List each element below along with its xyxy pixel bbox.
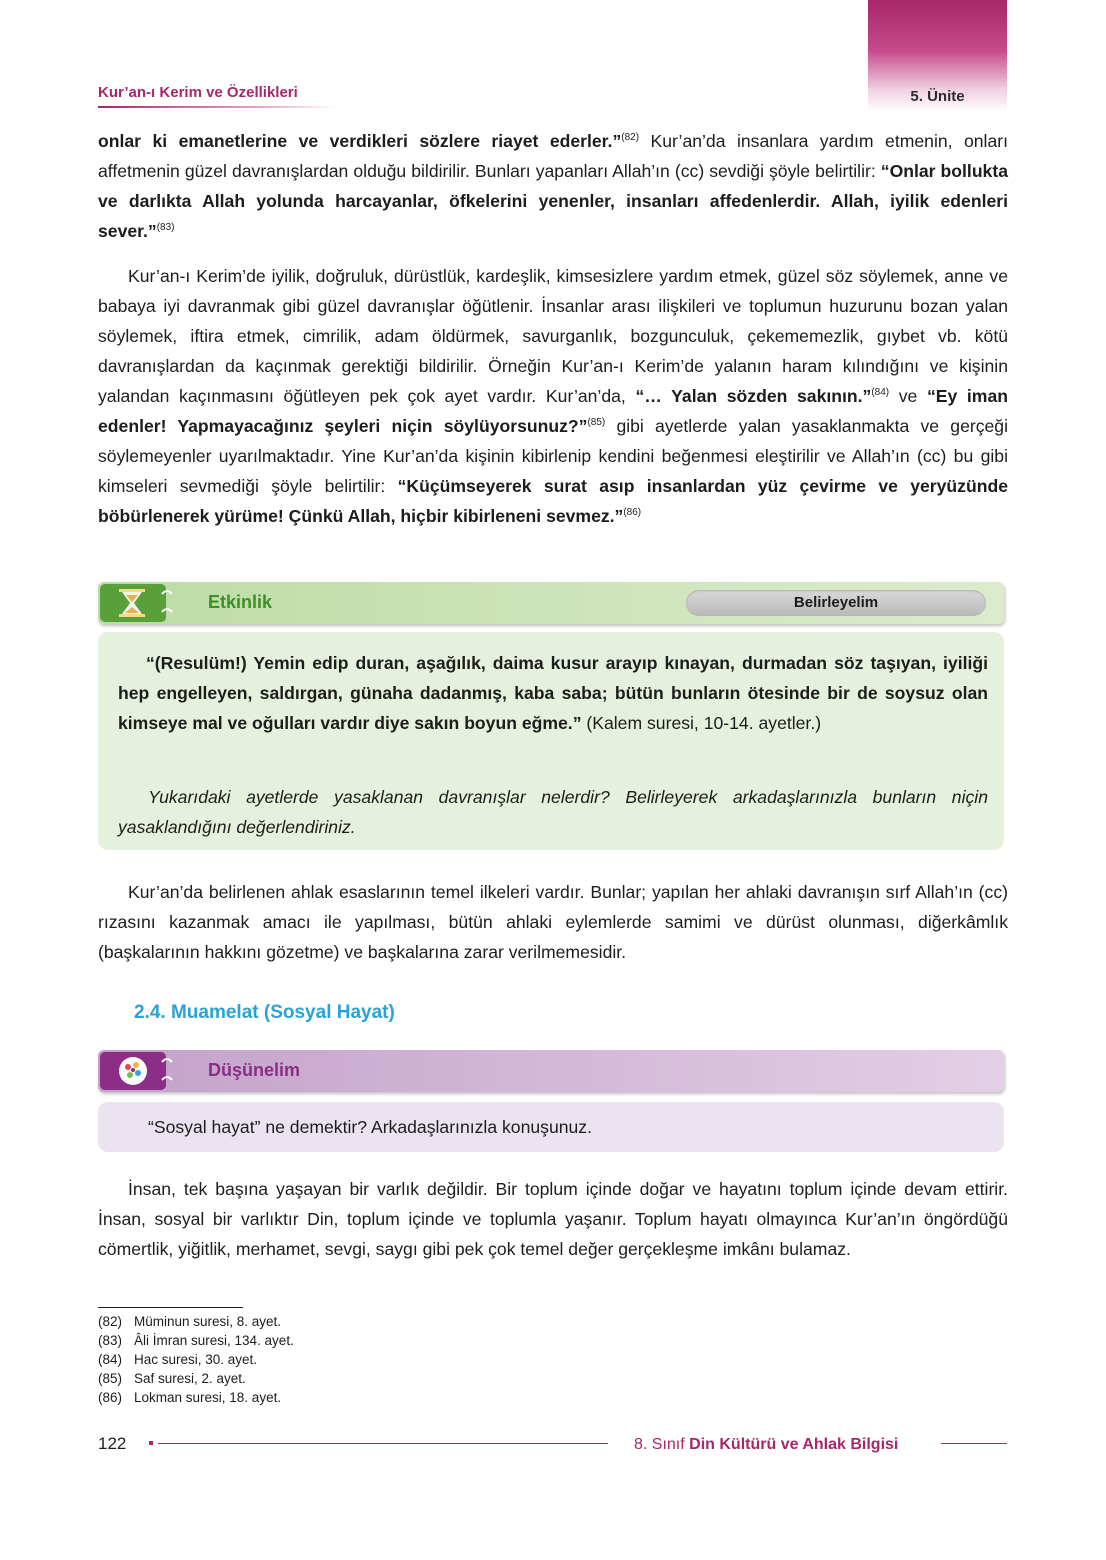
body-text: Kur’an’da insanlara yardım etmenin, onları affetmenin güzel davranışlardan olduğu bildirilir. Bunları yapanları Allah’ın (cc) sevdiği şöyle belirtilir: [98,131,1008,181]
footnote-ref: (83) [156,222,175,234]
quote-text: “Küçümseyerek surat asıp insanlardan yüz çevirme ve yeryüzünde böbürlenerek yürüme! Çünkü Allah, hiçbir kibirleneni sevmez.” [98,476,1008,526]
subheading: 2.4. Muamelat (Sosyal Hayat) [134,1002,395,1023]
quote-text: “Ey iman edenler! Yapmayacağınız şeyleri niçin söylüyorsunuz?” [98,386,1008,436]
footnote-divider [98,1307,243,1308]
footer-subject: Din Kültürü ve Ahlak Bilgisi [689,1436,899,1453]
body-text: ve [889,386,927,406]
footnote-ref: (86) [623,507,642,519]
quote-text: onlar ki emanetlerine ve verdikleri sözlere riayet ederler.” [98,131,622,151]
footnote-text: Âli İmran suresi, 134. ayet. [134,1333,294,1348]
footnote-ref: (85) [587,417,606,429]
activity-title: Etkinlik [208,592,273,612]
body-text: gibi ayetlerde yalan yasaklanmakta ve gerçeği söylemeyenler uyarılmaktadır. Yine Kur’an’da kişinin kibirlenip kendini beğenmesi eleştirilir ve Allah’ın (cc) bu gibi kimseleri sevmediği şöyle belirtilir: [98,416,1008,496]
footnote-item [98,1351,257,1369]
reflect-icon-box [100,1052,166,1090]
footnote-item [98,1332,294,1350]
footer-book-title [634,1436,898,1454]
footer-dot [149,1441,153,1445]
paragraph-1 [98,126,1008,246]
quote-text: “(Resulüm!) Yemin edip duran, aşağılık, daima kusur arayıp kınayan, durmadan söz taşıyan, iyiliği hep engelleyen, saldırgan, günaha dadanmış, kaba saba; bütün bunların ötesinde bir de soysuz olan kimseye mal ve oğulları vardır diye sakın boyun eğme.” [118,653,988,733]
activity-tag: Belirleyelim [686,590,986,616]
activity-icon-box [100,584,166,622]
footnote-item [98,1370,246,1388]
footnote-number: (84) [98,1352,123,1367]
footnote-item [98,1389,281,1407]
footnote-ref: (84) [871,387,890,399]
footnote-number: (86) [98,1390,123,1405]
footnote-number: (83) [98,1333,123,1348]
body-text: Kur’an-ı Kerim’de iyilik, doğruluk, dürüstlük, kardeşlik, kimsesizlere yardım etmek, güzel söz söylemek, anne ve babaya iyi davranmak gibi güzel davranışlar öğütlenir. İnsanlar arası ilişkileri ve toplumun huzurunu bozan yalan söylemek, iftira etmek, cimrilik, adam öldürmek, savurganlık, bozgunculuk, çekememezlik, gıybet vb. kötü davranışlardan da kaçınmak gerektiği bildirilir. Örneğin Kur’an-ı Kerim’de yalanın haram kılındığını ve kişinin yalandan kaçınmasını öğütleyen pek çok ayet vardır. Kur’an’da, [98,266,1008,406]
unit-label: 5. Ünite [910,88,965,105]
paragraph-4: İnsan, tek başına yaşayan bir varlık değildir. Bir toplum içinde doğar ve hayatını toplum içinde devam ettirir. İnsan, sosyal bir varlıktır Din, toplum içinde ve toplumla yaşanır. Toplum hayatı olmayınca Kur’an’ın öngördüğü cömertlik, yiğitlik, merhamet, sevgi, saygı gibi pek çok temel değer gerçekleşme imkânı bulamaz. [98,1179,1008,1259]
footer-grade: 8. Sınıf [634,1436,685,1453]
footer-rule-left [158,1443,608,1444]
footnote-item [98,1313,281,1331]
binder-rings-icon [160,586,174,620]
activity-question: Yukarıdaki ayetlerde yasaklanan davranışlar nelerdir? Belirleyerek arkadaşlarınızla bunların niçin yasaklandığını değerlendiriniz. [118,787,988,837]
quote-text: “Onlar bollukta ve darlıkta Allah yolunda harcayanlar, öfkelerini yenenler, insanları affedenlerdir. Allah, iyilik edenleri sever.” [98,161,1008,241]
hourglass-icon [100,584,166,622]
binder-rings-icon [160,1054,174,1088]
quote-reference: (Kalem suresi, 10-14. ayetler.) [581,713,822,733]
footnote-text: Hac suresi, 30. ayet. [134,1352,258,1367]
quote-text: “… Yalan sözden sakının.” [635,386,872,406]
activity-quote [118,648,988,738]
paragraph-3: Kur’an’da belirlenen ahlak esaslarının temel ilkeleri vardır. Bunlar; yapılan her ahlaki davranışın sırf Allah’ın (cc) rızasını kazanmak amacı ile yapılması, bütün ahlaki eylemlerde samimi ve dürüst olunması, diğerkâmlık (başkalarının hakkını gözetme) ve başkalarına zarar verilmemesidir. [98,882,1008,962]
reflect-prompt: “Sosyal hayat” ne demektir? Arkadaşlarınızla konuşunuz. [148,1117,592,1137]
reflect-title: Düşünelim [208,1060,301,1080]
footnote-number: (82) [98,1314,123,1329]
footnote-text: Saf suresi, 2. ayet. [134,1371,246,1386]
thinking-head-icon [100,1052,166,1090]
section-title-underline [98,106,338,108]
footnote-number: (85) [98,1371,123,1386]
footnote-text: Müminun suresi, 8. ayet. [134,1314,282,1329]
footer-rule-right [941,1443,1007,1444]
footnote-ref: (82) [621,132,640,144]
paragraph-2 [98,261,1008,531]
section-title: Kur’an-ı Kerim ve Özellikleri [98,84,298,101]
page-number: 122 [98,1434,127,1453]
footnote-text: Lokman suresi, 18. ayet. [134,1390,282,1405]
